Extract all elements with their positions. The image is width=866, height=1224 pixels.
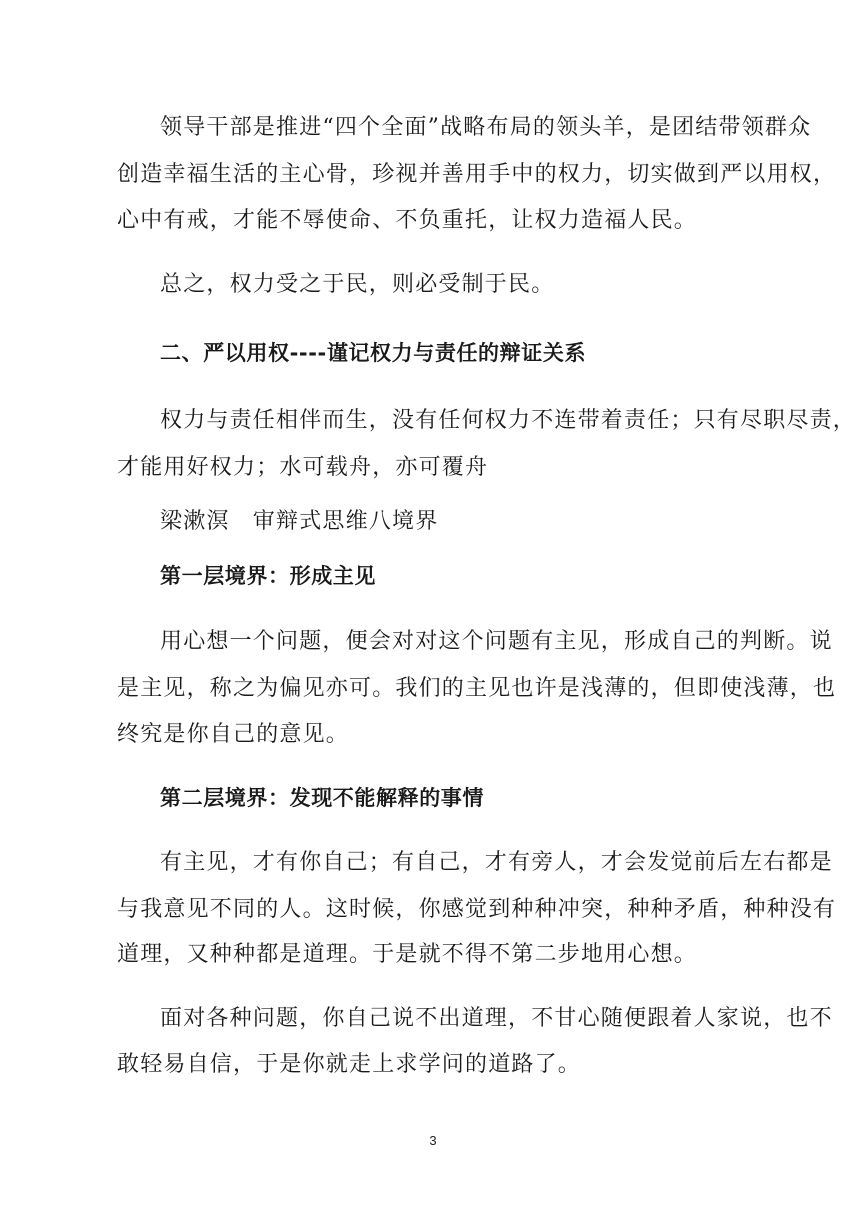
paragraph-line: 权力与责任相伴而生，没有任何权力不连带着责任；只有尽职尽责， bbox=[160, 408, 857, 433]
paragraph-line: 创造幸福生活的主心骨，珍视并善用手中的权力，切实做到严以用权， bbox=[117, 162, 837, 187]
page-number: 3 bbox=[429, 1133, 437, 1148]
paragraph-line: 与我意见不同的人。这时候，你感觉到种种冲突，种种矛盾，种种没有 bbox=[117, 897, 837, 922]
paragraph-line: 面对各种问题，你自己说不出道理，不甘心随便跟着人家说，也不 bbox=[160, 1006, 833, 1031]
paragraph-line: 才能用好权力；水可载舟，亦可覆舟 bbox=[117, 455, 489, 480]
paragraph-line: 终究是你自己的意见。 bbox=[117, 722, 350, 747]
paragraph-line: 道理，又种种都是道理。于是就不得不第二步地用心想。 bbox=[117, 942, 698, 967]
section-heading: 二、严以用权----谨记权力与责任的辩证关系 bbox=[160, 341, 587, 365]
level-heading: 第二层境界：发现不能解释的事情 bbox=[160, 786, 484, 810]
paragraph-line: 敢轻易自信，于是你就走上求学问的道路了。 bbox=[117, 1052, 582, 1077]
paragraph-line: 心中有戒，才能不辱使命、不负重托，让权力造福人民。 bbox=[117, 208, 698, 233]
paragraph-line: 总之，权力受之于民，则必受制于民。 bbox=[160, 272, 555, 297]
level-heading: 第一层境界：形成主见 bbox=[160, 564, 376, 588]
paragraph-line: 梁漱溟 审辩式思维八境界 bbox=[160, 509, 439, 534]
paragraph-line: 是主见，称之为偏见亦可。我们的主见也许是浅薄的，但即使浅薄，也 bbox=[117, 676, 837, 701]
paragraph-line: 有主见，才有你自己；有自己，才有旁人，才会发觉前后左右都是 bbox=[160, 850, 833, 875]
paragraph-line: 领导干部是推进“四个全面”战略布局的领头羊，是团结带领群众 bbox=[160, 115, 812, 140]
paragraph-line: 用心想一个问题，便会对对这个问题有主见，形成自己的判断。说 bbox=[160, 629, 833, 654]
